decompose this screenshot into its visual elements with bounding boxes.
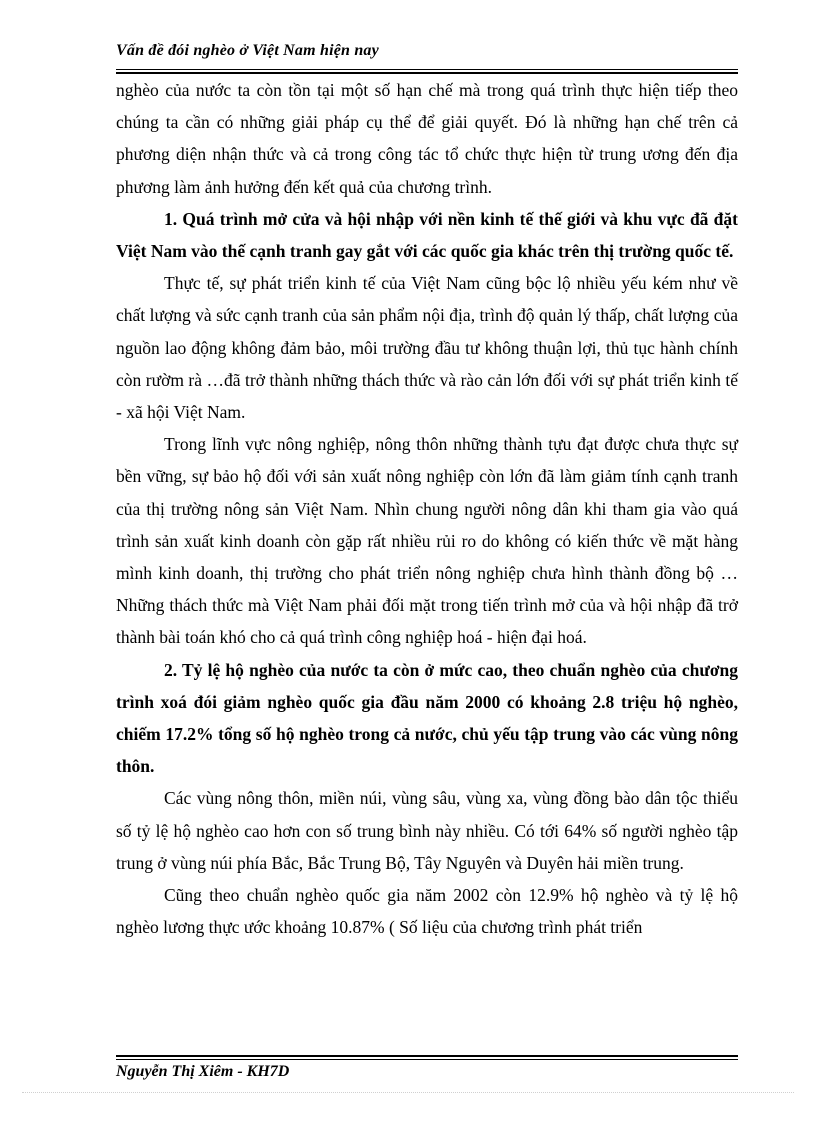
paragraph: Trong lĩnh vực nông nghiệp, nông thôn những thành tựu đạt được chưa thực sự bền vững, sự bảo hộ đối với sản xuất nông nghiệp còn lớn đã làm giảm tính cạnh tranh của thị trường nông sản Việt Nam. Nhìn chung người nông dân khi tham gia vào quá trình sản xuất kinh doanh còn gặp rất nhiều rủi ro do không có kiến thức về mặt hàng mình kinh doanh, thị trường cho phát triển nông nghiệp chưa hình thành đồng bộ …Những thách thức mà Việt Nam phải đối mặt trong tiến trình mở của và hội nhập đã trở thành bài toán khó cho cả quá trình công nghiệp hoá - hiện đại hoá. (116, 434, 738, 648)
running-footer: Nguyễn Thị Xiêm - KH7D (116, 1063, 290, 1080)
body-text (116, 74, 738, 943)
paragraph: Thực tế, sự phát triển kinh tế của Việt Nam cũng bộc lộ nhiều yếu kém như về chất lượng và sức cạnh tranh của sản phẩm nội địa, trình độ quản lý thấp, chất lượng của nguồn lao động không đảm bảo, môi trường đầu tư không thuận lợi, thủ tục hành chính còn rườm rà …đã trở thành những thách thức và rào cản lớn đối với sự phát triển kinh tế - xã hội Việt Nam. (116, 273, 738, 423)
header-rule-thin (116, 69, 738, 70)
section-heading-2: 2. Tỷ lệ hộ nghèo của nước ta còn ở mức cao, theo chuẩn nghèo của chương trình xoá đói giảm nghèo quốc gia đầu năm 2000 có khoảng 2.8 triệu hộ nghèo, chiếm 17.2% tổng số hộ nghèo trong cả nước, chủ yếu tập trung vào các vùng nông thôn. (116, 659, 738, 777)
paragraph-continuation: nghèo của nước ta còn tồn tại một số hạn chế mà trong quá trình thực hiện tiếp theo chúng ta cần có những giải pháp cụ thể để giải quyết. Đó là những hạn chế trên cả phương diện nhận thức và cả trong công tác tổ chức thực hiện từ trung ương đến địa phương làm ảnh hưởng đến kết quả của chương trình. (116, 80, 738, 197)
section-heading-1: 1. Quá trình mở cửa và hội nhập với nền kinh tế thế giới và khu vực đã đặt Việt Nam vào thế cạnh tranh gay gắt với các quốc gia khác trên thị trường quốc tế. (116, 208, 738, 262)
paragraph: Cũng theo chuẩn nghèo quốc gia năm 2002 còn 12.9% hộ nghèo và tỷ lệ hộ nghèo lương thực ước khoảng 10.87% ( Số liệu của chương trình phát triển (116, 885, 738, 938)
paragraph: Các vùng nông thôn, miền núi, vùng sâu, vùng xa, vùng đồng bào dân tộc thiểu số tỷ lệ hộ nghèo cao hơn con số trung bình này nhiều. Có tới 64% số người nghèo tập trung ở vùng núi phía Bắc, Bắc Trung Bộ, Tây Nguyên và Duyên hải miền trung. (116, 788, 738, 873)
running-header: Vấn đề đói nghèo ở Việt Nam hiện nay (116, 42, 379, 59)
footer-rule-thin (116, 1059, 738, 1060)
footer-rule-thick (116, 1055, 738, 1057)
page-edge-divider (22, 1092, 794, 1093)
